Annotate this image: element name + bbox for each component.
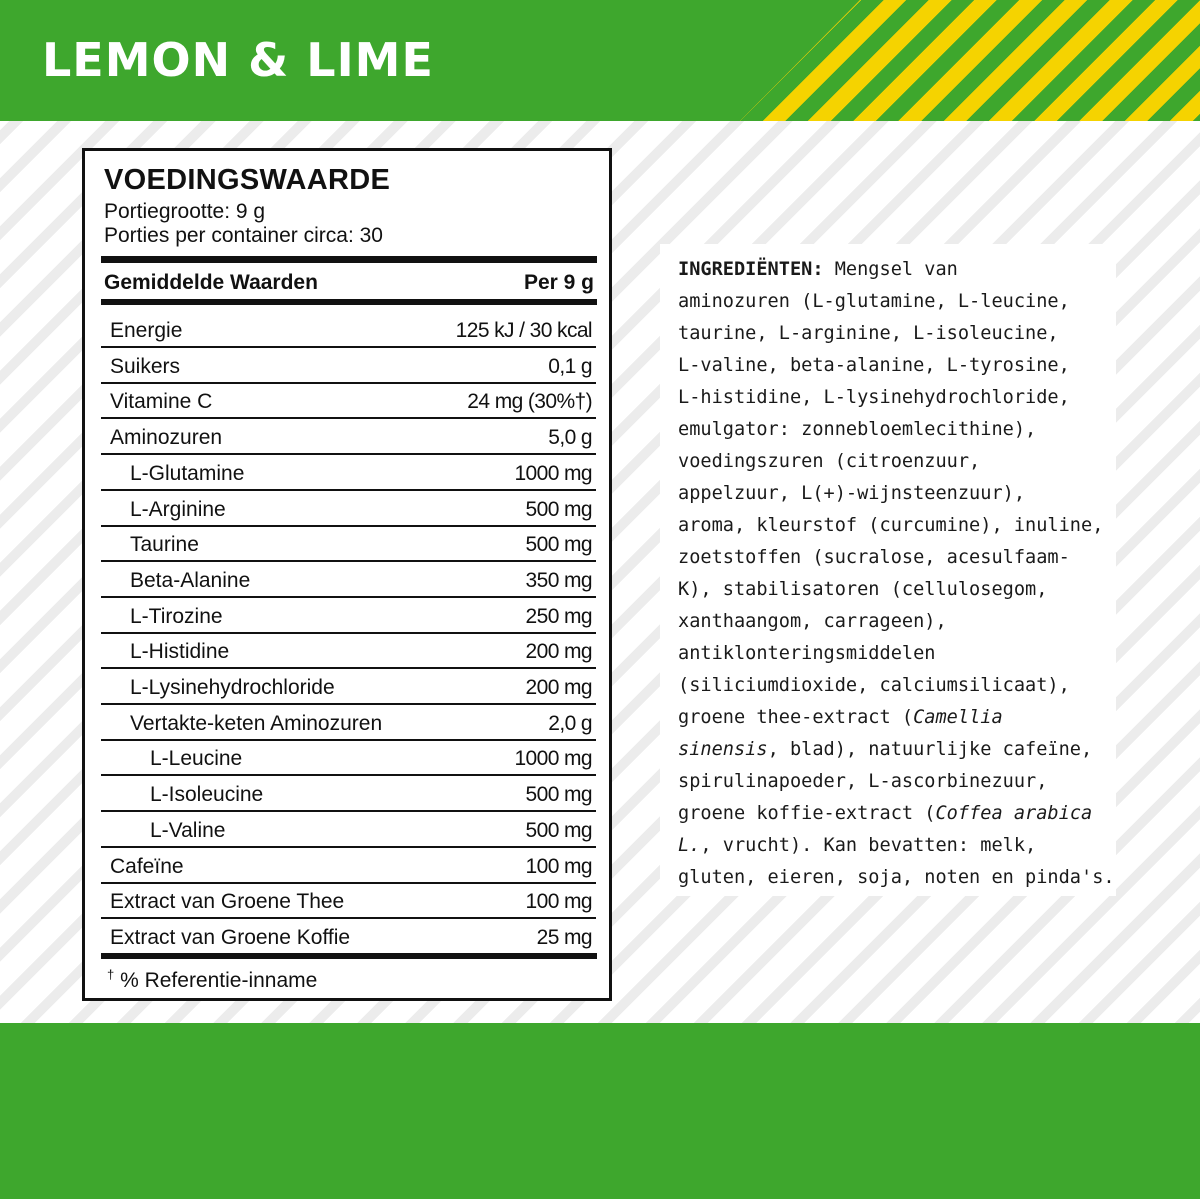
nutrient-row [101, 348, 596, 384]
nutrient-name: Taurine [130, 533, 199, 557]
footer-band [0, 1023, 1200, 1199]
header-thick-rule [101, 299, 597, 305]
nutrient-name: L-Arginine [130, 497, 226, 521]
nutrient-name: Beta-Alanine [130, 568, 251, 592]
nutrient-value: 25 mg [536, 925, 592, 949]
nutrient-name: Extract van Groene Thee [110, 890, 345, 914]
nutrient-value: 2,0 g [548, 711, 592, 735]
nutrient-name: L-Leucine [150, 747, 243, 771]
nutrient-value: 100 mg [525, 854, 592, 878]
diagonal-stripes-decoration [680, 0, 1200, 121]
column-header-row [104, 268, 594, 298]
ingredients-part-1: Mengsel van aminozuren (L-glutamine, L-leucine, taurine, L-arginine, L-isoleucine, L-valine, beta-alanine, L-tyrosine, L-histidine, L-lysinehydrochloride, emulgator: zonnebloemlecithine), voedingszuren (citroenzuur, appelzuur, L(+)-wijnsteenzuur), aroma, kleurstof (curcumine), inuline, zoetstoffen (sucralose, acesulfaam- K), stabilisatoren (cellulosegom, xanthaangom, carrageen), antiklonteringsmiddelen (siliciumdioxide, calciumsilicaat), groene thee-extract ( [678, 259, 1104, 728]
nutrient-value: 125 kJ / 30 kcal [455, 319, 592, 342]
ingredients-label: INGREDIËNTEN: [678, 259, 824, 280]
nutrient-name: Cafeïne [110, 854, 184, 878]
nutrient-value: 250 mg [525, 604, 592, 628]
nutrient-row [101, 526, 596, 562]
column-header-name: Gemiddelde Waarden [104, 271, 318, 294]
serving-size: Portiegrootte: 9 g [104, 200, 266, 223]
nutrient-row [101, 383, 596, 419]
footnote-text: % Referentie-inname [120, 969, 318, 992]
nutrient-name: Suikers [110, 354, 181, 378]
nutrient-row [101, 455, 596, 491]
nutrient-row [101, 491, 596, 527]
flavor-title: LEMON & LIME [42, 33, 434, 87]
nutrient-value: 500 mg [525, 497, 592, 521]
ingredients-italic-1: Camellia sinensis [678, 707, 1003, 760]
nutrient-value: 1000 mg [514, 461, 592, 485]
ingredients-italic-2: Coffea arabica L. [678, 803, 1093, 856]
column-header-value: Per 9 g [523, 271, 594, 294]
nutrient-row [101, 633, 596, 669]
nutrition-panel [82, 148, 612, 1001]
bottom-thick-rule [101, 953, 597, 959]
nutrient-value: 200 mg [525, 676, 592, 699]
nutrient-value: 100 mg [525, 890, 592, 914]
nutrient-row [101, 883, 596, 919]
nutrient-name: L-Valine [150, 818, 226, 842]
nutrient-value: 200 mg [525, 640, 592, 664]
nutrient-row [101, 669, 596, 705]
header-band [0, 0, 1200, 121]
nutrient-name: L-Glutamine [130, 461, 245, 485]
panel-title: VOEDINGSWAARDE [104, 164, 391, 196]
nutrient-row [101, 562, 596, 598]
ingredients-part-2: , blad), natuurlijke cafeïne, spirulinapoeder, L-ascorbinezuur, groene koffie-extract ( [678, 739, 1093, 824]
nutrient-value: 500 mg [525, 533, 592, 557]
top-thick-rule [101, 256, 597, 263]
ingredients-part-3: , vrucht). Kan bevatten: melk, gluten, eieren, soja, noten en pinda's. [678, 835, 1115, 888]
nutrient-row [101, 848, 596, 884]
nutrient-name: Vitamine C [110, 390, 213, 414]
nutrient-row [101, 919, 596, 955]
nutrient-name: L-Histidine [130, 640, 230, 664]
nutrient-name: Extract van Groene Koffie [110, 925, 351, 949]
nutrient-value: 500 mg [525, 783, 592, 807]
footnote-mark: † [107, 967, 115, 982]
nutrient-value: 24 mg (30%†) [467, 390, 592, 414]
nutrient-row [101, 812, 596, 848]
nutrient-name: L-Isoleucine [150, 783, 264, 807]
footnote [107, 967, 317, 993]
nutrient-name: L-Lysinehydrochloride [130, 676, 335, 699]
nutrient-value: 350 mg [525, 568, 592, 592]
servings-per-container: Porties per container circa: 30 [104, 224, 383, 247]
nutrient-value: 0,1 g [548, 354, 592, 378]
nutrient-row [101, 598, 596, 634]
nutrient-value: 5,0 g [548, 426, 592, 450]
nutrient-value: 1000 mg [514, 747, 592, 771]
serving-info [104, 200, 383, 248]
nutrient-row [101, 740, 596, 776]
nutrient-name: Energie [110, 319, 183, 342]
nutrient-name: L-Tirozine [130, 604, 223, 628]
nutrient-name: Aminozuren [110, 426, 223, 450]
nutrient-row [101, 312, 596, 348]
nutrient-name: Vertakte-keten Aminozuren [130, 711, 383, 735]
nutrient-row [101, 705, 596, 741]
ingredients-text [678, 254, 1118, 894]
nutrient-row [101, 419, 596, 455]
nutrient-value: 500 mg [525, 818, 592, 842]
nutrient-row [101, 776, 596, 812]
